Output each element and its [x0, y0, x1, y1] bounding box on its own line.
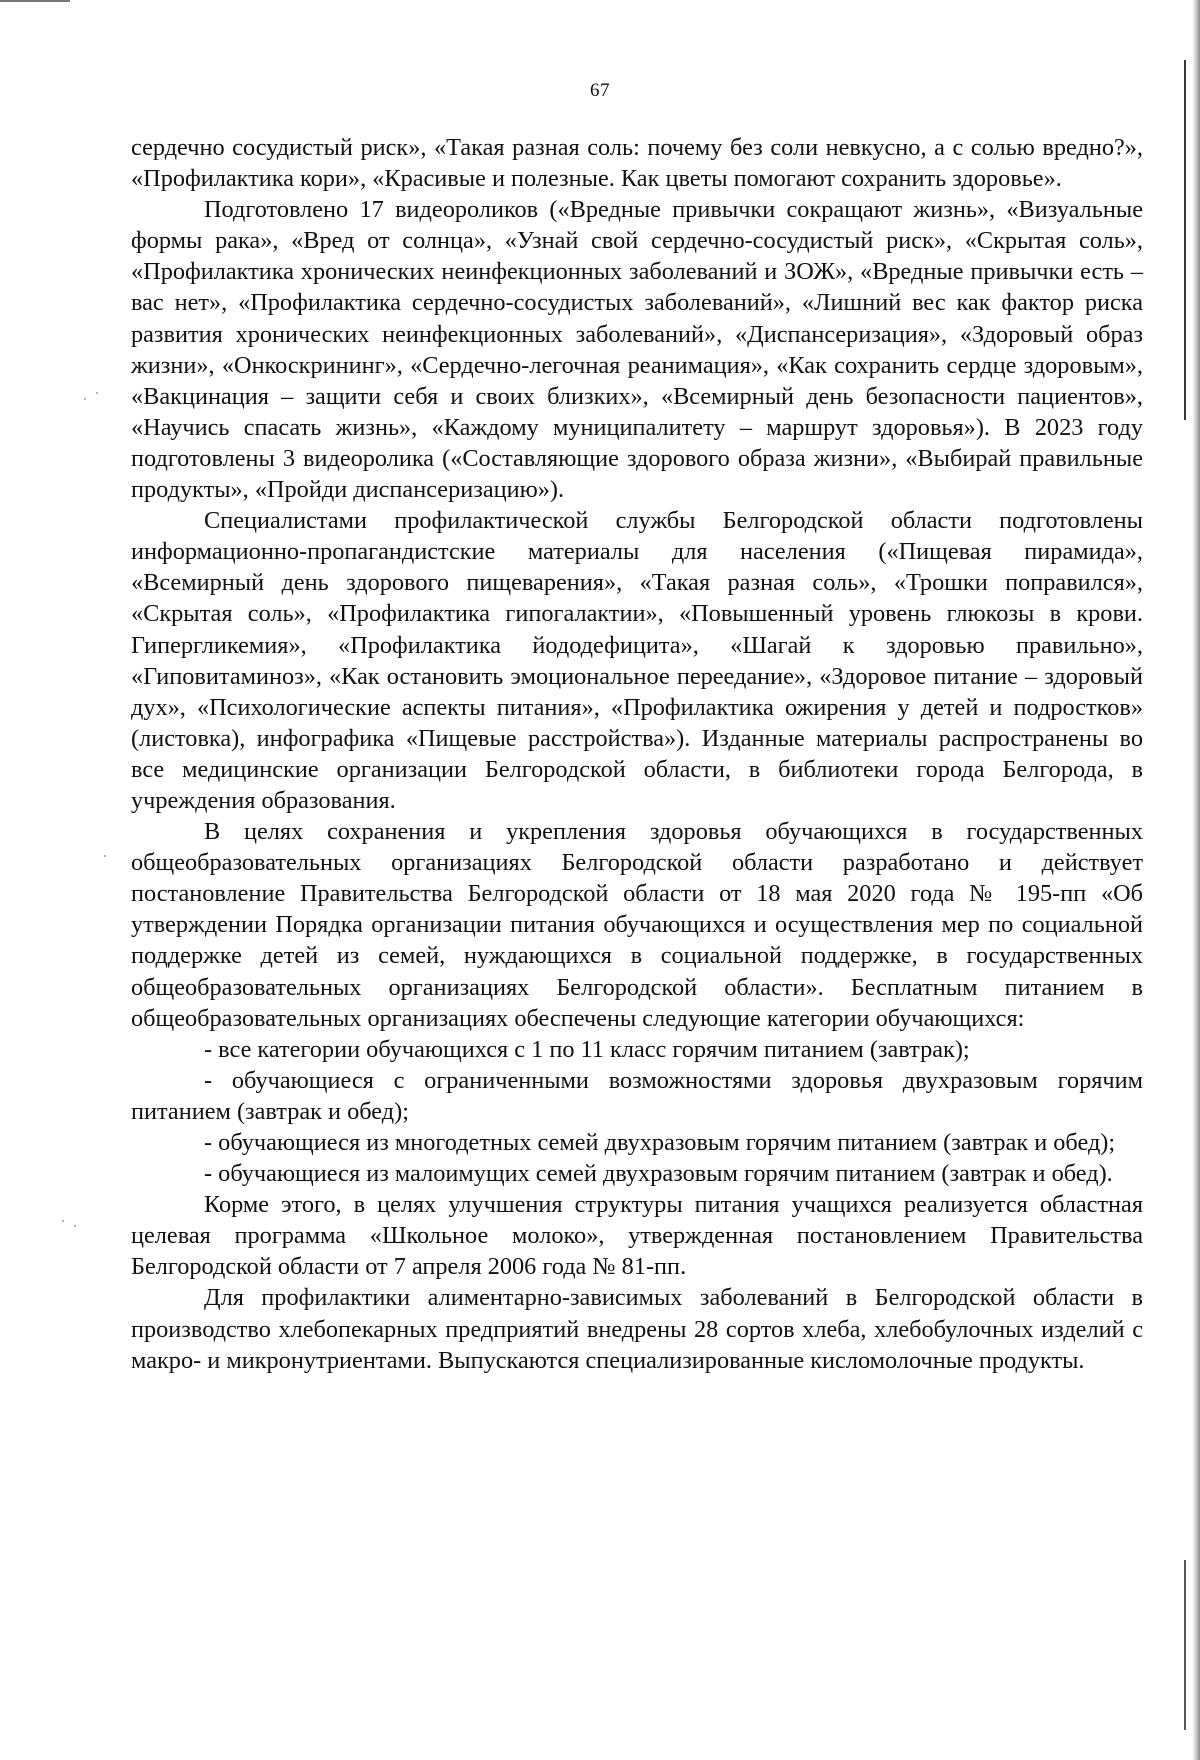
list-item: - все категории обучающихся с 1 по 11 класс горячим питанием (завтрак); [204, 1035, 970, 1063]
list-item: - обучающиеся с ограниченными возможностями здоровья двухразовым горячим питанием (завтрак и обед); [131, 1066, 1143, 1125]
paragraph: Специалистами профилактической службы Белгородской области подготовлены информационно-пропагандистские материалы для населения («Пищевая пирамида», «Всемирный день здорового пищеварения», «Такая разная соль», «Трошки поправился», «Скрытая соль», «Профилактика гипогалактии», «Повышенный уровень глюкозы в крови. Гипергликемия», «Профилактика йододефицита», «Шагай к здоровью правильно», «Гиповитаминоз», «Как остановить эмоциональное переедание», «Здоровое питание – здоровый дух», «Психологические аспекты питания», «Профилактика ожирения у детей и подростков» (листовка), инфографика «Пищевые расстройства»). Изданные материалы распространены во все медицинские организации Белгородской области, в библиотеки города Белгорода, в учреждения образования. [131, 507, 1143, 814]
scan-speck [84, 398, 86, 400]
scan-speck [74, 1225, 76, 1227]
page-number: 67 [590, 80, 610, 101]
body-text [131, 132, 1143, 1376]
scan-edge-line-top [1184, 60, 1186, 420]
list-item: - обучающиеся из малоимущих семей двухразовым горячим питанием (завтрак и обед). [204, 1160, 1113, 1188]
list-item: - обучающиеся из многодетных семей двухразовым горячим питанием (завтрак и обед); [204, 1129, 1116, 1156]
paragraph: Подготовлено 17 видеороликов («Вредные привычки сокращают жизнь», «Визуальные формы рака», «Вред от солнца», «Узнай свой сердечно-сосудистый риск», «Скрытая соль», «Профилактика хронических неинфекционных заболеваний и ЗОЖ», «Вредные привычки есть – вас нет», «Профилактика сердечно-сосудистых заболеваний», «Лишний вес как фактор риска развития хронических неинфекционных заболеваний», «Диспансеризация», «Здоровый образ жизни», «Онкоскрининг», «Сердечно-легочная реанимация», «Как сохранить сердце здоровым», «Вакцинация – защити себя и своих близких», «Всемирный день безопасности пациентов», «Научись спасать жизнь», «Каждому муниципалитету – маршрут здоровья»). В 2023 году подготовлены 3 видеоролика («Составляющие здорового образа жизни», «Выбирай правильные продукты», «Пройди диспансеризацию»). [131, 196, 1143, 504]
paragraph: В целях сохранения и укрепления здоровья обучающихся в государственных общеобразовательных организациях Белгородской области разработано и действует постановление Правительства Белгородской области от 18 мая 2020 года № 195-пп «Об утверждении Порядка организации питания обучающихся и осуществления мер по социальной поддержке детей из семей, нуждающихся в социальной поддержке, в государственных общеобразовательных организациях Белгородской области». Бесплатным питанием в общеобразовательных организациях обеспечены следующие категории обучающихся: [131, 818, 1143, 1032]
scan-speck [104, 855, 106, 857]
paragraph: сердечно сосудистый риск», «Такая разная соль: почему без соли невкусно, а с солью вредно?», «Профилактика кори», «Красивые и полезные. Как цветы помогают сохранить здоровье». [131, 134, 1143, 193]
scan-right-edge [1192, 0, 1200, 1760]
paragraph: Корме этого, в целях улучшения структуры питания учащихся реализуется областная целевая программа «Школьное молоко», утвержденная постановлением Правительства Белгородской области от 7 апреля 2006 года № 81-пп. [131, 1191, 1143, 1281]
scan-speck [62, 1220, 64, 1222]
scan-edge-line-bottom [1184, 1560, 1186, 1730]
paragraph: Для профилактики алиментарно-зависимых заболеваний в Белгородской области в производство хлебопекарных предприятий внедрены 28 сортов хлеба, хлебобулочных изделий с макро- и микронутриентами. Выпускаются специализированные кисломолочные продукты. [131, 1284, 1143, 1374]
scan-top-rule [0, 0, 70, 2]
scan-speck [96, 392, 98, 394]
